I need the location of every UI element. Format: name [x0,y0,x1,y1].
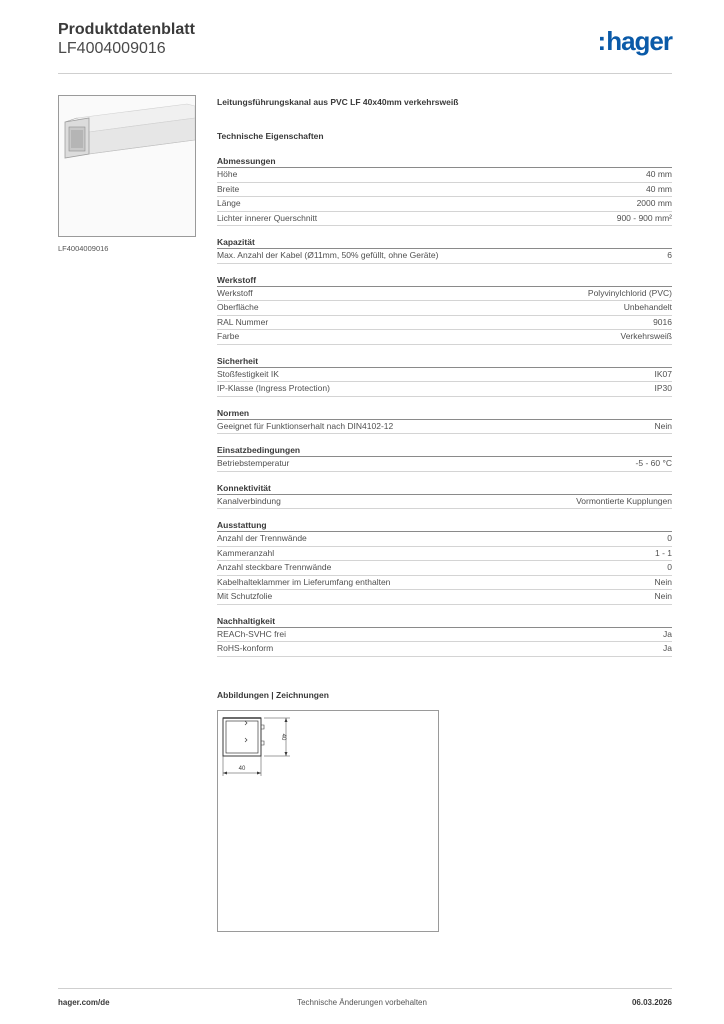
section-0 [217,155,672,226]
property-row [217,249,672,264]
width-dimension-label: 40 [238,766,246,772]
property-row [217,642,672,657]
section-title: Normen [217,407,672,420]
property-value: 0 [667,562,672,572]
property-row [217,561,672,576]
section-title: Werkstoff [217,274,672,287]
product-image [58,95,196,237]
property-value: Polyvinylchlorid (PVC) [587,287,672,298]
cross-section-drawing [218,711,438,931]
section-title: Nachhaltigkeit [217,615,672,628]
property-value: Unbehandelt [623,302,672,312]
property-row [217,457,672,472]
section-5 [217,444,672,472]
section-title: Einsatzbedingungen [217,444,672,457]
product-details [217,96,672,657]
section-7 [217,519,672,605]
property-label: Mit Schutzfolie [217,591,273,601]
property-value: -5 - 60 °C [635,458,672,468]
property-label: Farbe [217,331,240,341]
footer-disclaimer: Technische Änderungen vorbehalten [297,998,427,1007]
section-title: Abmessungen [217,155,672,168]
product-image-caption: LF4004009016 [58,244,109,253]
logo-colon-icon: : [597,26,606,56]
property-value: 1 - 1 [654,547,672,558]
drawings-heading: Abbildungen | Zeichnungen [217,690,329,700]
property-label: IP-Klasse (Ingress Protection) [217,383,330,393]
property-row [217,420,672,435]
section-6 [217,482,672,510]
property-label: Lichter innerer Querschnitt [217,212,318,223]
property-label: Max. Anzahl der Kabel (Ø11mm, 50% gefüllt, ohne Geräte) [217,250,439,260]
product-number: LF4004009016 [58,40,166,57]
property-value: 40 mm [646,183,672,194]
property-value: 40 mm [646,169,672,179]
property-label: Werkstoff [217,287,253,298]
property-label: Kanalverbindung [217,495,281,506]
property-row [217,576,672,591]
section-3 [217,355,672,397]
properties-sections [217,155,672,657]
property-row [217,316,672,331]
property-value: Nein [654,591,672,601]
property-value: IK07 [654,368,672,379]
property-label: Kabelhalteklammer im Lieferumfang enthalten [217,576,391,587]
technical-drawing [217,710,439,932]
property-value: 0 [667,533,672,543]
property-label: Anzahl steckbare Trennwände [217,562,332,572]
property-value: Ja [663,643,672,653]
property-label: RAL Nummer [217,316,269,327]
footer-website: hager.com/de [58,998,110,1007]
property-label: Geeignet für Funktionserhalt nach DIN4102-12 [217,420,394,431]
property-value: 900 - 900 mm² [616,212,672,223]
property-row [217,168,672,183]
product-name: Leitungsführungskanal aus PVC LF 40x40mm verkehrsweiß [217,97,459,107]
property-row [217,330,672,345]
property-label: Betriebstemperatur [217,458,290,468]
footer-date: 06.03.2026 [631,998,672,1007]
section-4 [217,407,672,435]
property-row [217,628,672,643]
property-row [217,197,672,212]
property-value: 2000 mm [636,198,672,208]
property-label: Stoßfestigkeit IK [217,368,279,379]
property-label: Länge [217,198,241,208]
section-title: Konnektivität [217,482,672,495]
property-value: Vormontierte Kupplungen [576,495,672,506]
property-value: Verkehrsweiß [620,331,672,341]
section-1 [217,236,672,264]
section-2 [217,274,672,345]
property-row [217,368,672,383]
property-value: 9016 [653,316,672,327]
property-value: IP30 [654,383,672,393]
property-value: 6 [667,250,672,260]
section-title: Kapazität [217,236,672,249]
property-row [217,301,672,316]
property-row [217,212,672,227]
property-row [217,590,672,605]
page-title: Produktdatenblatt [58,21,195,38]
property-value: Nein [654,576,672,587]
header-divider [58,73,672,74]
property-label: Höhe [217,169,238,179]
property-label: REACh-SVHC frei [217,628,286,639]
section-title: Sicherheit [217,355,672,368]
property-label: Anzahl der Trennwände [217,533,307,543]
section-8 [217,615,672,657]
property-value: Nein [654,420,672,431]
property-row [217,547,672,562]
property-value: Ja [663,628,672,639]
property-row [217,495,672,510]
property-label: RoHS-konform [217,643,274,653]
technical-properties-heading: Technische Eigenschaften [217,131,324,141]
property-label: Oberfläche [217,302,259,312]
property-row [217,183,672,198]
property-row [217,532,672,547]
property-label: Breite [217,183,240,194]
property-row [217,382,672,397]
property-label: Kammeranzahl [217,547,275,558]
cable-duct-illustration [59,96,195,236]
footer-divider [58,988,672,989]
height-dimension-label: 40 [280,733,286,741]
hager-logo [598,26,672,56]
property-row [217,287,672,302]
logo-text: hager [606,26,672,56]
section-title: Ausstattung [217,519,672,532]
